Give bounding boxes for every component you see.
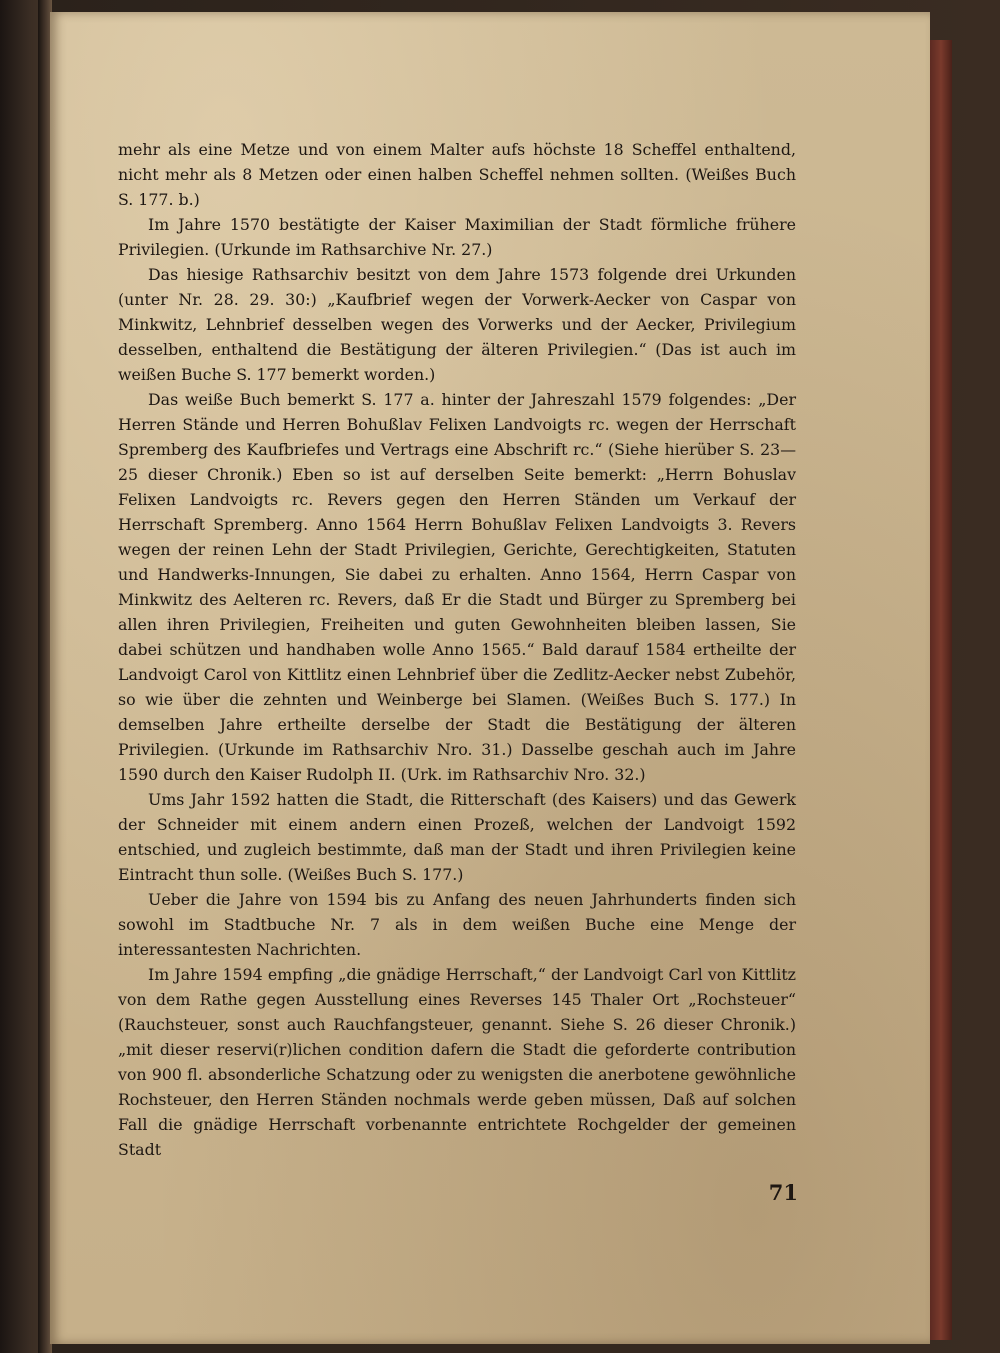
book-cover-edge [930,40,952,1340]
paragraph-1: mehr als eine Metze und von einem Malter aufs höchste 18 Scheffel enthaltend, nicht mehr als 8 Metzen oder einen halben Scheffel nehmen sollten. (Weißes Buch S. 177. b.) [118,140,796,209]
paragraph-5: Ums Jahr 1592 hatten die Stadt, die Ritterschaft (des Kaisers) und das Gewerk der Schneider mit einem andern einen Prozeß, welchen der Landvoigt 1592 entschied, und zugleich bestimmte, daß man der Stadt und ihren Privilegien keine Eintracht thun solle. (Weißes Buch S. 177.) [118,790,796,884]
page-number: 71 [768,1180,798,1205]
page-body-text [118,137,796,1162]
paragraph-2: Im Jahre 1570 bestätigte der Kaiser Maximilian der Stadt förmliche frühere Privilegien. (Urkunde im Rathsarchive Nr. 27.) [118,215,796,259]
paragraph-6: Ueber die Jahre von 1594 bis zu Anfang des neuen Jahrhunderts finden sich sowohl im Stadtbuche Nr. 7 als in dem weißen Buche eine Menge der interessantesten Nachrichten. [118,890,796,959]
paragraph-3: Das hiesige Rathsarchiv besitzt von dem Jahre 1573 folgende drei Urkunden (unter Nr. 28. 29. 30:) „Kaufbrief wegen der Vorwerk-Aecker von Caspar von Minkwitz, Lehnbrief desselben wegen des Vorwerks und der Aecker, Privilegium desselben, enthaltend die Bestätigung der älteren Privilegien.“ (Das ist auch im weißen Buche S. 177 bemerkt worden.) [118,265,796,384]
paragraph-4: Das weiße Buch bemerkt S. 177 a. hinter der Jahreszahl 1579 folgendes: „Der Herren Stände und Herren Bohußlav Felixen Landvoigts rc. wegen der Herrschaft Spremberg des Kaufbriefes und Vertrags eine Abschrift rc.“ (Siehe hierüber S. 23—25 dieser Chronik.) Eben so ist auf derselben Seite bemerkt: „Herrn Bohuslav Felixen Landvoigts rc. Revers gegen den Herren Ständen um Verkauf der Herrschaft Spremberg. Anno 1564 Herrn Bohußlav Felixen Landvoigts 3. Revers wegen der reinen Lehn der Stadt Privilegien, Gerichte, Gerechtigkeiten, Statuten und Handwerks-Innungen, Sie dabei zu erhalten. Anno 1564, Herrn Caspar von Minkwitz des Aelteren rc. Revers, daß Er die Stadt und Bürger zu Spremberg bei allen ihren Privilegien, Freiheiten und guten Gewohnheiten bleiben lassen, Sie dabei schützen und handhaben wolle Anno 1565.“ Bald darauf 1584 ertheilte der Landvoigt Carol von Kittlitz einen Lehnbrief über die Zedlitz-Aecker nebst Zubehör, so wie über die zehnten und Weinberge bei Slamen. (Weißes Buch S. 177.) In demselben Jahre ertheilte derselbe der Stadt die Bestätigung der älteren Privilegien. (Urkunde im Rathsarchiv Nro. 31.) Dasselbe geschah auch im Jahre 1590 durch den Kaiser Rudolph II. (Urk. im Rathsarchiv Nro. 32.) [118,390,796,784]
paragraph-7: Im Jahre 1594 empfing „die gnädige Herrschaft,“ der Landvoigt Carl von Kittlitz von dem Rathe gegen Ausstellung eines Reverses 145 Thaler Ort „Rochsteuer“ (Rauchsteuer, sonst auch Rauchfangsteuer, genannt. Siehe S. 26 dieser Chronik.) „mit dieser reservi(r)lichen condition dafern die Stadt die geforderte contribution von 900 fl. absonderliche Schatzung oder zu wenigsten die anerbotene gewöhnliche Rochsteuer, den Herren Ständen nochmals werde geben müssen, Daß auf solchen Fall die gnädige Herrschaft vorbenannte entrichtete Rochgelder der gemeinen Stadt [118,965,796,1159]
